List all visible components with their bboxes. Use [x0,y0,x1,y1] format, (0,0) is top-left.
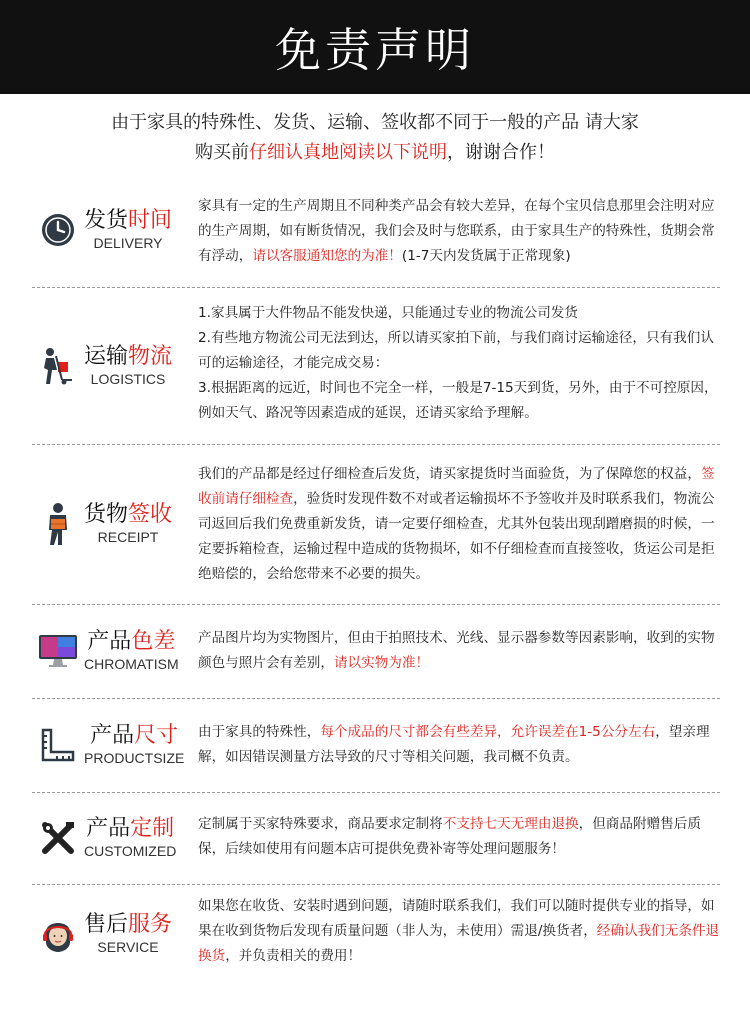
body-text: 产品图片均为实物图片，但由于拍照技术、光线、显示器参数等因素影响，收到的实物颜色与照片会有差别， [198,630,715,671]
body-text: 定制属于买家特殊要求，商品要求定制将 [198,816,443,832]
intro-line-2 [0,138,750,168]
section-title [84,723,184,749]
body-text: 由于家具的特殊性， [198,724,321,740]
section-heading [32,604,192,698]
body-highlight: 签收前请仔细检查 [198,466,715,507]
section-receipt [32,444,720,605]
title-red: 服务 [128,912,173,937]
section-subtitle: LOGISTICS [90,370,166,387]
body-text: 如果您在收货、安装时遇到问题，请随时联系我们，我们可以随时提供专业的指导，如果在收到货物后发现有质量问题（非人为，未使用）需退/换货者， [198,898,715,939]
section-heading [32,287,192,444]
body-text: 家具有一定的生产周期且不同种类产品会有较大差异，在每个宝贝信息那里会注明对应的生产周期，如有断货情况，我们会及时与您联系，由于家具生产的特殊性，货期会常有浮动， [198,198,715,264]
section-heading [32,698,192,792]
title-black: 发货 [84,207,129,233]
body-text: 我们的产品都是经过仔细检查后发货，请买家提货时当面验货，为了保障您的权益， [198,466,701,482]
section-title [84,816,176,842]
intro-text-end: ，谢谢合作！ [447,142,555,163]
section-title [84,912,172,938]
headset-agent-icon [38,914,78,954]
body-highlight: 不支持七天无理由退换 [442,816,579,832]
section-title [84,208,172,234]
body-text-end: ，望亲理解，如因错误测量方法导致的尺寸等相关问题，我司概不负责。 [198,724,710,765]
section-body [198,194,720,269]
title-black: 售后 [84,912,129,937]
title-red: 物流 [128,343,173,369]
ruler-icon [38,725,78,765]
title-black: 产品 [86,816,131,841]
section-heading [32,172,192,287]
title-black: 产品 [87,629,132,654]
title-red: 尺寸 [134,723,179,748]
intro [0,108,750,168]
section-title [84,344,172,370]
section-body [198,812,720,862]
section-productsize [32,698,720,793]
clock-icon [38,210,78,250]
section-title-box [84,502,172,546]
intro-text: 购买前 [195,142,249,163]
section-subtitle: CUSTOMIZED [84,843,177,859]
section-title [84,502,172,528]
section-title-box [84,344,172,388]
body-highlight: 经确认我们无条件退换货 [198,923,720,964]
section-service [32,884,720,984]
section-body [198,720,720,770]
page-title: 免责声明 [275,23,475,77]
monitor-icon [38,631,78,671]
intro-highlight: 仔细认真地阅读以下说明 [249,142,447,163]
section-subtitle: SERVICE [97,939,159,955]
hand-truck-icon [38,346,78,386]
body-line: 3.根据距离的远近，时间也不完全一样，一般是7-15天到货，另外，由于不可控原因，例如天气、路况等因素造成的延误，还请买家给予理解。 [198,380,718,421]
section-title-box [84,912,172,956]
intro-line-1: 由于家具的特殊性、发货、运输、签收都不同于一般的产品 请大家 [111,112,639,133]
body-highlight: 每个成品的尺寸都会有些差异，允许误差在1-5公分左右 [320,724,656,740]
delivery-person-icon [38,504,78,544]
title-black: 运输 [84,343,129,369]
section-title [84,629,179,655]
body-highlight: 请以客服通知您的为准！ [252,248,402,264]
section-title-box [84,629,179,673]
section-heading [32,884,192,984]
section-heading [32,444,192,604]
section-body [198,894,720,969]
section-title-box [84,208,172,252]
header-banner [0,0,750,94]
section-body [198,462,720,587]
title-red: 色差 [131,629,176,654]
body-line: 1.家具属于大件物品不能发快递，只能通过专业的物流公司发货 [198,305,578,321]
body-text-end: ，验货时发现件数不对或者运输损坏不予签收并及时联系我们，物流公司返回后我们免费重新发货，请一定要仔细检查，尤其外包装出现刮蹭磨损的时候，一定要拆箱检查，运输过程中造成的货物损坏，如不仔细检查而直接签收，货运公司是拒绝赔偿的，会给您带来不必要的损失。 [198,491,715,582]
title-red: 签收 [128,502,173,527]
title-red: 时间 [128,207,173,233]
title-black: 产品 [90,723,135,748]
body-text-end: ，但商品附赠售后质保，后续如使用有问题本店可提供免费补寄等处理问题服务！ [198,816,701,857]
section-chromatism [32,604,720,699]
body-text-end: ，并负责相关的费用！ [225,948,362,964]
section-body [198,626,720,676]
body-note: (1-7天内发货属于正常现象) [401,248,571,264]
section-body [198,301,720,426]
section-title-box [84,723,184,767]
section-logistics [32,287,720,445]
tools-icon [38,818,78,858]
section-subtitle: RECEIPT [97,529,159,545]
section-customized [32,792,720,885]
section-delivery [32,172,720,288]
section-title-box [84,816,176,860]
section-heading [32,792,192,884]
section-subtitle: PRODUCTSIZE [84,750,185,766]
body-highlight: 请以实物为准！ [333,655,430,671]
title-black: 货物 [84,502,129,527]
section-subtitle: DELIVERY [93,234,163,251]
section-subtitle: CHROMATISM [84,656,179,672]
body-line: 2.有些地方物流公司无法到达，所以请买家拍下前，与我们商讨运输途径，只有我们认可的运输途径，才能完成交易： [198,330,714,371]
title-red: 定制 [130,816,175,841]
